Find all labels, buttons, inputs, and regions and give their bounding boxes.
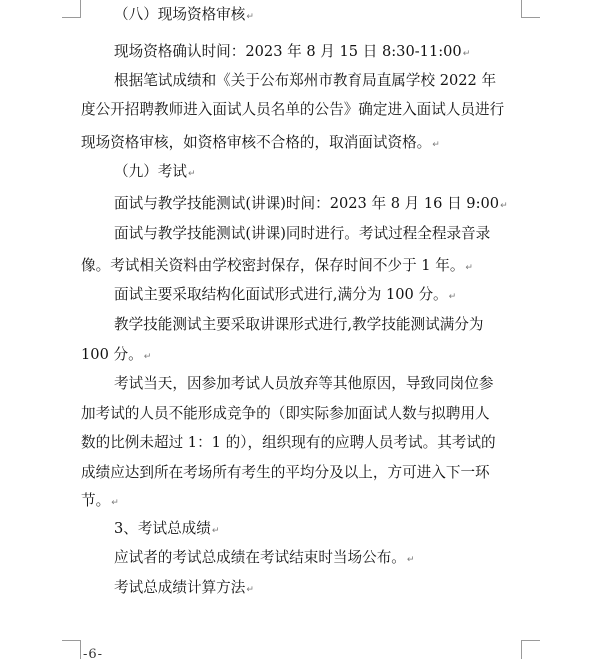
heading-site-review: （八）现场资格审核↵ [114, 6, 254, 23]
paragraph-mark-icon: ↵ [448, 292, 457, 302]
review-basis-line-2: 度公开招聘教师进入面试人员名单的公告》确定进入面试人员进行 [81, 101, 505, 118]
paragraph-mark-icon: ↵ [111, 498, 119, 508]
teaching-score-line-2: 100 分。↵ [81, 346, 152, 363]
exam-day-line-3: 数的比例未超过 1：1 的），组织现有的应聘人员考试。其考试的 [81, 434, 496, 451]
crop-mark-top-right [521, 0, 540, 18]
exam-time-line: 面试与教学技能测试(讲课)时间：2023 年 8 月 16 日 9:00↵ [114, 195, 508, 212]
exam-day-line-5: 节。↵ [81, 492, 119, 509]
crop-mark-bottom-left [62, 640, 81, 659]
paragraph-mark-icon: ↵ [432, 140, 440, 150]
interview-score-line: 面试主要采取结构化面试形式进行,满分为 100 分。↵ [114, 286, 457, 303]
heading-total-score: 3、考试总成绩↵ [114, 520, 220, 537]
teaching-score-line-1: 教学技能测试主要采取讲课形式进行,教学技能测试满分为 [114, 316, 484, 333]
total-score-method-line: 考试总成绩计算方法↵ [114, 579, 254, 596]
review-basis-line-3: 现场资格审核，如资格审核不合格的，取消面试资格。↵ [81, 134, 440, 151]
paragraph-mark-icon: ↵ [246, 585, 254, 595]
exam-day-line-1: 考试当天，因参加考试人员放弃等其他原因，导致同岗位参 [114, 375, 494, 392]
paragraph-mark-icon: ↵ [406, 555, 415, 565]
paragraph-mark-icon: ↵ [187, 169, 196, 179]
page-number: -6- [83, 647, 104, 662]
paragraph-mark-icon: ↵ [143, 352, 152, 362]
paragraph-mark-icon: ↵ [462, 49, 471, 59]
exam-process-line-2: 像。考试相关资料由学校密封保存，保存时间不少于 1 年。↵ [81, 257, 473, 274]
crop-mark-top-left [62, 0, 81, 18]
crop-mark-bottom-right [521, 640, 540, 659]
paragraph-mark-icon: ↵ [465, 263, 473, 273]
review-basis-line-1: 根据笔试成绩和《关于公布郑州市教育局直属学校 2022 年 [114, 72, 497, 89]
exam-day-line-2: 加考试的人员不能形成竞争的（即实际参加面试人数与拟聘用人 [81, 405, 490, 422]
exam-process-line-1: 面试与教学技能测试(讲课)同时进行。考试过程全程录音录 [114, 225, 491, 242]
heading-exam: （九）考试↵ [114, 163, 196, 180]
paragraph-mark-icon: ↵ [246, 12, 254, 22]
review-time-line: 现场资格确认时间：2023 年 8 月 15 日 8:30-11:00↵ [114, 43, 471, 60]
exam-day-line-4: 成绩应达到所在考场所有考生的平均分及以上，方可进入下一环 [81, 464, 490, 481]
total-score-publish-line: 应试者的考试总成绩在考试结束时当场公布。↵ [114, 549, 415, 566]
paragraph-mark-icon: ↵ [211, 526, 220, 536]
paragraph-mark-icon: ↵ [500, 201, 508, 211]
